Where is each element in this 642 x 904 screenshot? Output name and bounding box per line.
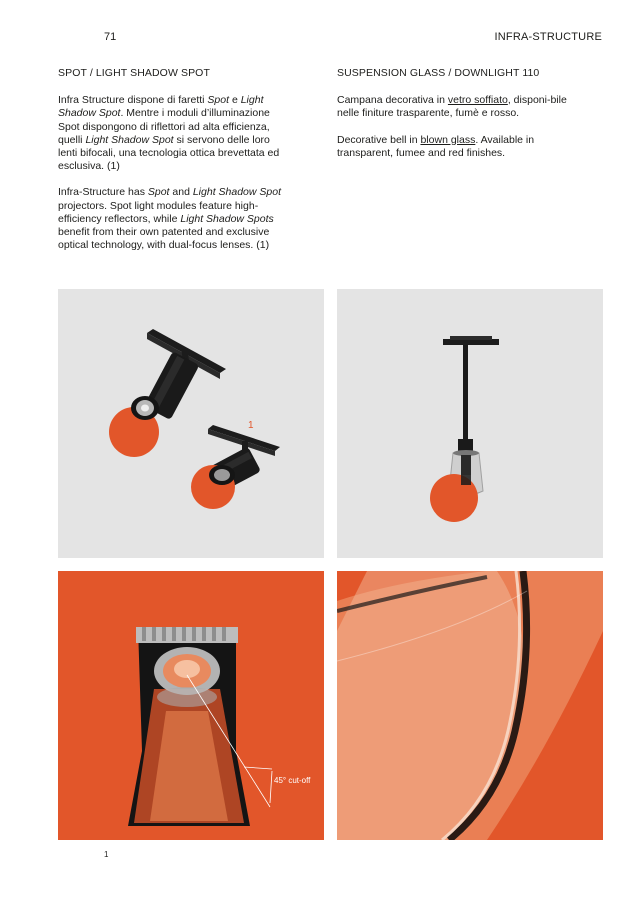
lens-housing xyxy=(128,627,250,826)
glass-bell-closeup xyxy=(337,571,603,840)
spot-english-paragraph xyxy=(58,186,290,252)
text-run: . Available in transparent, fumee and red finishes. xyxy=(337,133,535,159)
suspension-english-paragraph xyxy=(337,134,573,160)
suspension-glass-image xyxy=(337,289,603,558)
callout-number: 1 xyxy=(248,420,254,431)
text-run: Infra-Structure has xyxy=(58,186,148,199)
text-run: benefit from their own patented and exclusive optical technology, with dual-focus lenses. (1) xyxy=(58,226,270,252)
small-spot-projector xyxy=(191,425,280,509)
suspension-downlight xyxy=(430,336,499,522)
text-run: vetro soffiato xyxy=(447,94,508,107)
section-title: INFRA-STRUCTURE xyxy=(494,31,602,43)
page-number: 71 xyxy=(104,31,117,43)
text-run: blown glass xyxy=(420,133,476,146)
spot-text-column xyxy=(58,67,290,265)
text-run: Infra Structure dispone di faretti xyxy=(58,94,208,107)
text-run: Spot xyxy=(147,186,170,199)
text-run: Light Shadow Spots xyxy=(180,212,274,225)
cutoff-label: 45° cut-off xyxy=(274,776,311,785)
optic-cross-section-illustration xyxy=(58,571,324,840)
text-run: Light Shadow Spot xyxy=(85,133,174,146)
blown-glass-closeup-image xyxy=(337,571,603,840)
text-run: , disponi-bile nelle finiture trasparente, fumè e rosso. xyxy=(337,94,567,120)
footnote-number: 1 xyxy=(104,850,109,859)
blown-glass-closeup-illustration xyxy=(337,571,603,840)
text-run: e xyxy=(229,94,241,107)
spot-italian-paragraph xyxy=(58,94,290,173)
suspension-text-column xyxy=(337,67,573,173)
text-run: si servono delle loro lenti bifocali, una tecnologia ottica brevettata ed esclusiva. (1) xyxy=(58,133,280,173)
text-run: and xyxy=(169,186,193,199)
text-run: Decorative bell in xyxy=(337,133,421,146)
text-run: Light Shadow Spot xyxy=(192,186,281,199)
text-run: projectors. Spot light modules feature high-efficiency reflectors, while xyxy=(58,199,259,225)
suspension-glass-illustration xyxy=(337,289,603,558)
optic-cross-section-image xyxy=(58,571,324,840)
spot-projectors-image xyxy=(58,289,324,558)
spot-projectors-illustration xyxy=(58,289,324,558)
suspension-heading: SUSPENSION GLASS / DOWNLIGHT 110 xyxy=(337,67,540,79)
text-run: Light Shadow Spot xyxy=(58,94,264,120)
text-run: Campana decorativa in xyxy=(337,94,448,107)
spot-heading: SPOT / LIGHT SHADOW SPOT xyxy=(58,67,210,79)
suspension-italian-paragraph xyxy=(337,94,573,120)
text-run: Spot xyxy=(207,94,230,107)
large-spot-projector xyxy=(109,329,226,457)
text-run: . Mentre i moduli d’illuminazione Spot dispongono di riflettori ad alta efficienza, quelli xyxy=(58,107,270,146)
